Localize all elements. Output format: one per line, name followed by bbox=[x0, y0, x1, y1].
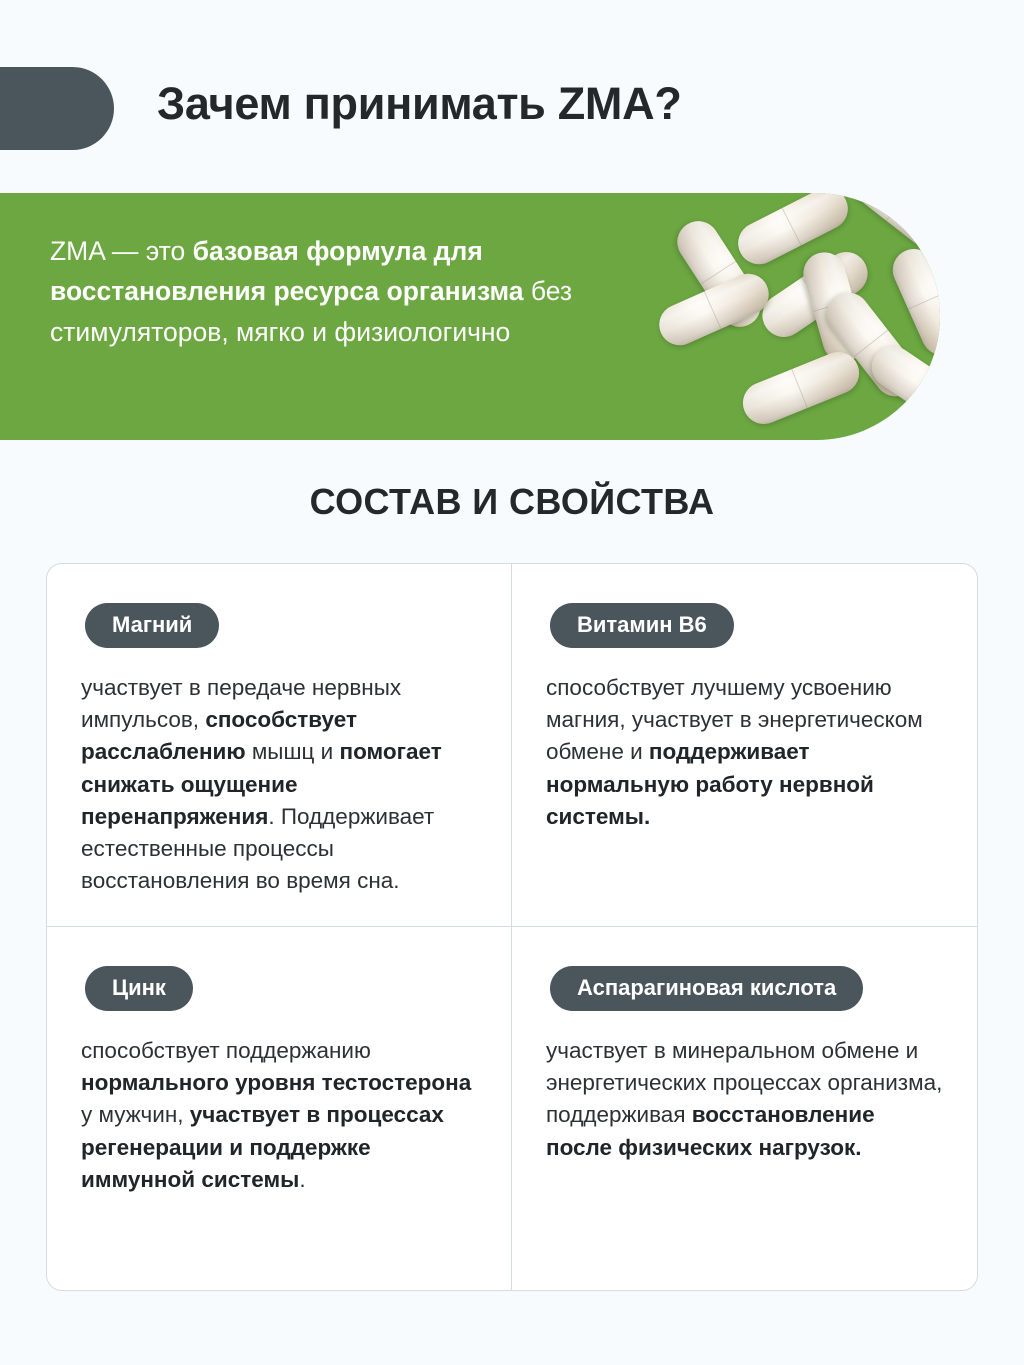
card-badge: Витамин B6 bbox=[550, 603, 734, 648]
card-description: способствует лучшему усвоению магния, участвует в энергетическом обмене и поддерживает нормальную работу нервной системы. bbox=[546, 675, 923, 829]
banner-text: ZMA — это базовая формула для восстановления ресурса организма без стимуляторов, мягко и физиологично bbox=[50, 236, 573, 347]
card-badge: Цинк bbox=[85, 966, 193, 1011]
page-title: Зачем принимать ZMA? bbox=[157, 78, 682, 129]
capsule-icon bbox=[845, 193, 940, 255]
capsule-icon bbox=[798, 247, 869, 366]
capsule-icon bbox=[737, 346, 866, 431]
capsule-icon bbox=[669, 213, 768, 335]
capsule-icon bbox=[886, 242, 940, 361]
card-badge: Аспарагиновая кислота bbox=[550, 966, 863, 1011]
section-title: СОСТАВ И СВОЙСТВА bbox=[309, 481, 715, 522]
capsule-icon bbox=[818, 284, 926, 405]
card-badge: Магний bbox=[85, 603, 219, 648]
card-description: участвует в передаче нервных импульсов, способствует расслаблению мышц и помогает снижать ощущение перенапряжения. Поддерживает естественные процессы восстановления во время сна. bbox=[81, 675, 442, 894]
card-vitamin-b6 bbox=[512, 564, 977, 927]
card-magnesium bbox=[47, 564, 512, 927]
page-header bbox=[0, 0, 1024, 193]
composition-grid bbox=[46, 563, 978, 1291]
capsule-icon bbox=[754, 244, 876, 346]
card-aspartic-acid bbox=[512, 927, 977, 1290]
card-description: способствует поддержанию нормального уровня тестостерона у мужчин, участвует в процессах регенерации и поддержке иммунной системы. bbox=[81, 1038, 472, 1192]
card-description: участвует в минеральном обмене и энергетических процессах организма, поддерживая восстановление после физических нагрузок. bbox=[546, 1038, 943, 1160]
card-zinc bbox=[47, 927, 512, 1290]
capsule-icon bbox=[653, 267, 776, 352]
capsule-icon bbox=[864, 338, 940, 434]
capsule-icon bbox=[731, 193, 855, 271]
header-accent-tab bbox=[0, 67, 114, 150]
intro-banner bbox=[0, 193, 940, 440]
